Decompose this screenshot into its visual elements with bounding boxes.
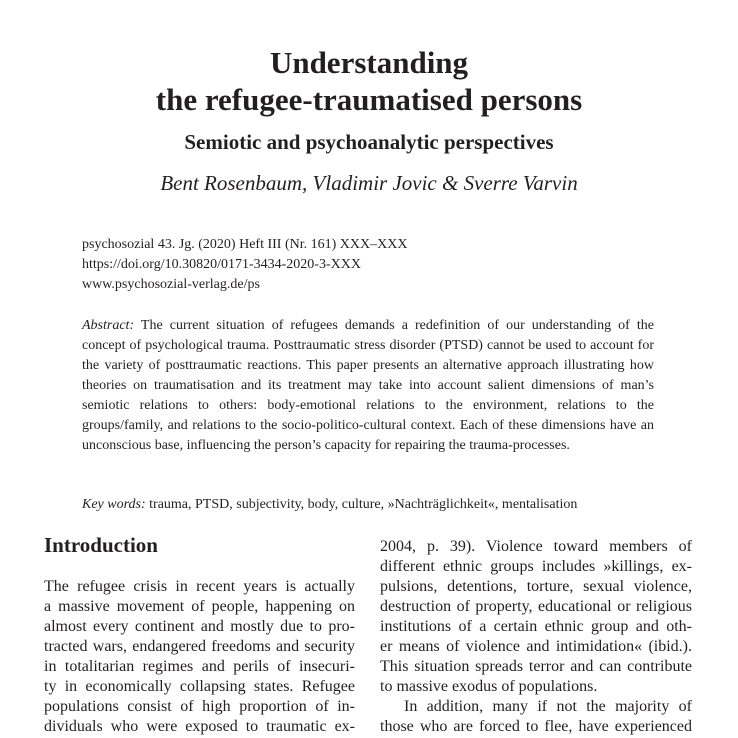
text-line: a massive movement of people, happening on — [44, 598, 355, 615]
text-line: 2004, p. 39). Violence toward members of — [380, 538, 692, 555]
section-heading-introduction: Introduction — [44, 533, 158, 557]
doi-link[interactable]: https://doi.org/10.30820/0171-3434-2020-3-XXX — [82, 257, 361, 272]
text-line: ty in economically collapsing states. Refugee — [44, 678, 355, 695]
journal-citation: psychosozial 43. Jg. (2020) Heft III (Nr. 161) XXX–XXX — [82, 237, 408, 252]
text-line: institutions of a certain ethnic group and oth- — [380, 618, 692, 635]
article-subtitle: Semiotic and psychoanalytic perspectives — [184, 130, 554, 154]
article-authors: Bent Rosenbaum, Vladimir Jovic & Sverre Varvin — [160, 171, 578, 195]
body-column-right — [380, 537, 692, 737]
keywords — [82, 495, 654, 515]
text-line: in totalitarian regimes and perils of insecuri- — [44, 658, 355, 675]
article-title-line-1: Understanding — [269, 45, 469, 80]
text-line: In addition, many if not the majority of — [404, 698, 692, 715]
text-line: to massive exodus of populations. — [380, 678, 598, 695]
text-line: The refugee crisis in recent years is actually — [44, 578, 355, 595]
publisher-website-link[interactable]: www.psychosozial-verlag.de/ps — [82, 277, 260, 292]
text-line: pulsions, detentions, torture, sexual violence, — [380, 578, 692, 595]
text-line: those who are forced to flee, have experienced — [380, 718, 692, 735]
text-line: different ethnic groups includes »killings, ex- — [380, 558, 692, 575]
text-line: er means of violence and intimidation« (ibid.). — [380, 638, 692, 655]
publication-meta — [82, 235, 407, 295]
text-line: destruction of property, educational or religious — [380, 598, 692, 615]
text-line: tracted wars, endangered freedoms and security — [44, 638, 355, 655]
abstract-text: The current situation of refugees demands a redefinition of our understanding of the concept of psychological trauma. Posttraumatic stress disorder (PTSD) cannot be used to account for the variety of posttraumatic reactions. This paper presents an alternative approach illustrating how theories on traumatisation and its treatment may take into account salient dimensions of man’s semiotic relations to others: body-emotional relations to the environment, relations to the groups/family, and relations to the socio-politico-cultural context. Each of these dimensions have an unconscious base, influencing the person’s capacity for repairing the trauma-processes. — [82, 318, 654, 453]
article-title-line-2: the refugee-traumatised persons — [155, 82, 583, 117]
abstract-label: Abstract: — [82, 318, 135, 333]
keywords-text: trauma, PTSD, subjectivity, body, culture, »Nachträglichkeit«, mentalisation — [145, 497, 578, 512]
keywords-label: Key words: — [82, 497, 146, 512]
text-line: This situation spreads terror and can contribute — [380, 658, 692, 675]
text-line: dividuals who were exposed to traumatic ex- — [44, 718, 355, 735]
abstract — [82, 316, 654, 456]
text-line: populations consist of high proportion of in- — [44, 698, 355, 715]
text-line: almost every continent and mostly due to pro- — [44, 618, 355, 635]
body-column-left — [44, 577, 355, 737]
